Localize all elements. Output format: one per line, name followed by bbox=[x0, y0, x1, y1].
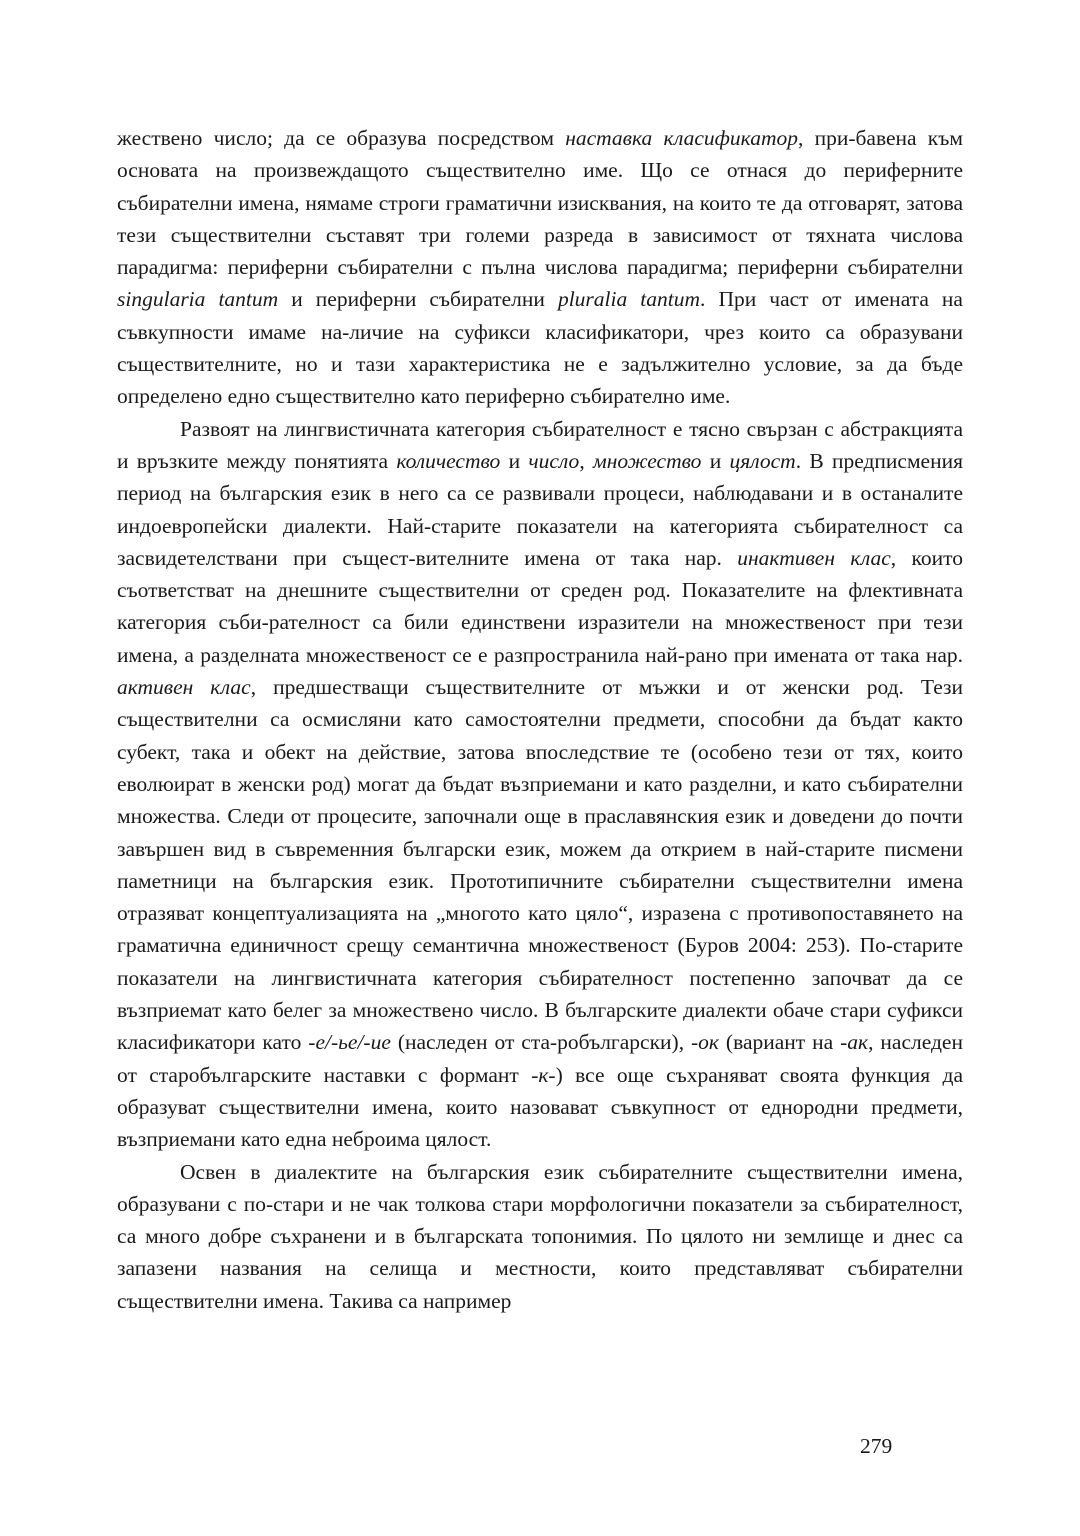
italic-term: множество bbox=[592, 448, 702, 473]
page-number: 279 bbox=[860, 1434, 893, 1458]
text-segment: ) все още съхраняват своята функция да образуват съществителни имена, които назовават съвкупност от еднородни предмети, възприемани като една неброима цялост. bbox=[117, 1062, 963, 1152]
text-segment: . При част от имената на съвкупности имаме на-личие на суфикси класификатори, чрез които са образувани съществителните, но и тази характеристика не е задължително условие, за да бъде определено едно съществително като периферно събирателно име. bbox=[117, 287, 963, 409]
italic-term: pluralia tantum bbox=[557, 287, 701, 312]
text-segment: , наследен от старобългарските наставки с формант bbox=[117, 1030, 963, 1087]
italic-term: число bbox=[528, 448, 580, 473]
italic-term: -ак bbox=[840, 1030, 869, 1055]
body-text bbox=[117, 122, 963, 1317]
italic-term: наставка класификатор bbox=[565, 126, 798, 150]
text-segment: , при-бавена към основата на произвеждащото съществително име. Що се отнася до периферните събирателни имена, нямаме строги граматични изисквания, на които те да отговарят, затова тези съществителни съставят три големи разреда в зависимост от тяхната числова парадигма: периферни събирателни с пълна числова парадигма; периферни събирателни bbox=[117, 126, 963, 280]
text-segment: и bbox=[500, 448, 529, 473]
paragraph-3 bbox=[117, 1156, 963, 1317]
paragraph-1 bbox=[117, 122, 963, 413]
italic-term: активен клас bbox=[117, 675, 251, 700]
italic-term: количество bbox=[396, 448, 501, 473]
text-segment: (вариант на bbox=[718, 1030, 841, 1055]
text-segment: жествено число; да се образува посредством bbox=[117, 126, 566, 150]
italic-term: цялост bbox=[729, 448, 796, 473]
text-segment: . В предписмения период на българския език в него са се развивали процеси, наблюдавани и в останалите индоевропейски диалекти. Най-старите показатели на категорията събирателност са засвидетелствани при същест-вителните имена от така нар. bbox=[117, 448, 964, 570]
text-segment: , bbox=[579, 448, 593, 473]
text-segment: и bbox=[701, 448, 730, 473]
text-segment: (наследен от ста-робългарски), bbox=[390, 1030, 692, 1055]
text-segment: , които съответстват на днешните съществителни от среден род. Показателите на флективната категория съби-рателност са били единствени изразители на множественост при тези имена, а разделната множественост се е разпространила най-рано при имената от така нар. bbox=[117, 545, 963, 667]
italic-term: инактивен клас bbox=[737, 545, 891, 570]
text-segment: и периферни събирателни bbox=[278, 287, 558, 312]
italic-term: singularia tantum bbox=[117, 287, 279, 312]
italic-term: -е/-ье/-ие bbox=[308, 1030, 391, 1055]
text-segment: Развоят на лингвистичната категория събирателност е тясно свързан с абстракцията и връзките между понятията bbox=[117, 416, 963, 473]
text-segment: Освен в диалектите на българския език събирателните съществителни имена, образувани с по-стари и не чак толкова стари морфологични показатели за събирателност, са много добре съхранени и в българската топонимия. По цялото ни землище и днес са запазени названия на селища и местности, които представляват събирателни съществителни имена. Такива са например bbox=[117, 1159, 963, 1313]
text-segment: , предшестващи съществителните от мъжки и от женски род. Тези съществителни са осмисляни като самостоятелни предмети, способни да бъдат както субект, така и обект на действие, затова впоследствие те (особено тези от тях, които еволюират в женски род) могат да бъдат възприемани и като разделни, и като събирателни множества. Следи от процесите, започнали още в праславянския език и доведени до почти завършен вид в съвременния български език, можем да открием в най-старите писмени паметници на българския език. Прототипичните събирателни съществителни имена отразяват концептуализацията на „многото като цяло“, изразена с противопоставянето на граматична единичност срещу семантична множественост (Буров 2004: 253). По-старите показатели на лингвистичната категория събирателност постепенно започват да се възприемат като белег за множествено число. В българските диалекти обаче стари суфикси класификатори като bbox=[117, 675, 963, 1055]
italic-term: -ок bbox=[691, 1030, 719, 1055]
paragraph-2 bbox=[117, 413, 963, 1156]
italic-term: -к- bbox=[531, 1062, 556, 1087]
